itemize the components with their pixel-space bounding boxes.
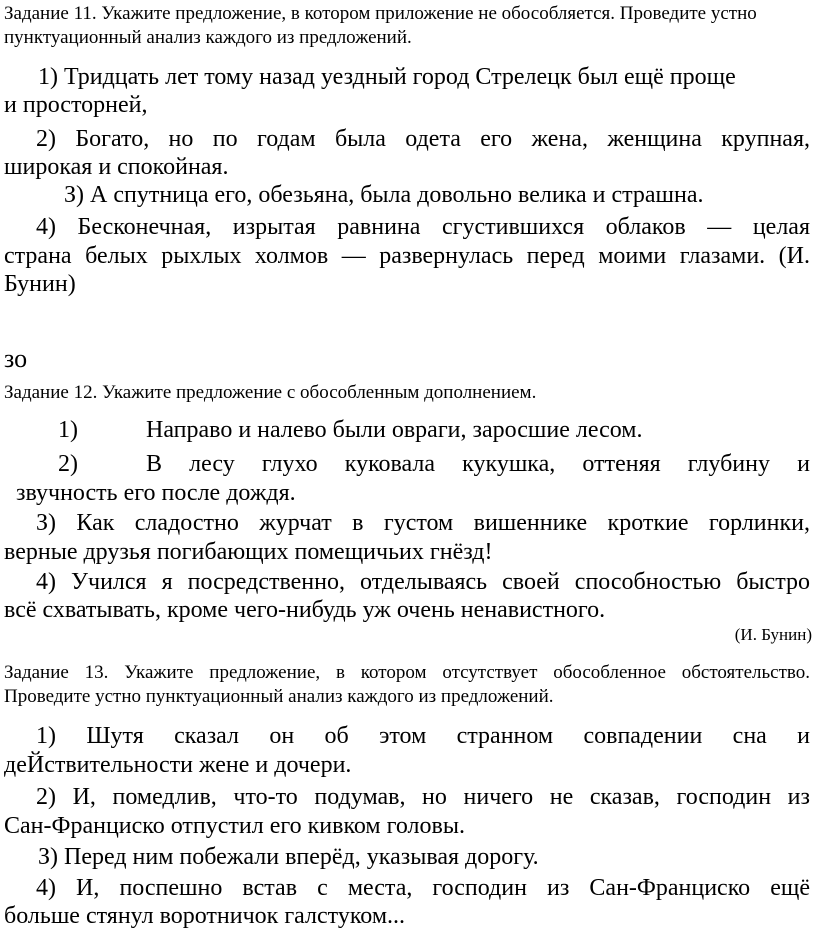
task11-sentence1-line2: и просторней, <box>4 92 148 118</box>
section-marker: зо <box>4 344 28 373</box>
task12-sentence2-line2: звучность его после дождя. <box>16 480 296 506</box>
task13-heading-line2: Проведите устно пунктуационный анализ каждого из предложений. <box>4 686 554 707</box>
task11-sentence2-line1: 2) Богато, но по годам была одета его жена, женщина крупная, <box>36 126 810 152</box>
task12-heading: Задание 12. Укажите предложение с обособленным дополнением. <box>4 382 537 403</box>
task13-sentence4-line1: 4) И, поспешно встав с места, господин из Сан-Франциско ещё <box>36 875 810 901</box>
task12-sentence1-number: 1) <box>58 417 78 443</box>
task13-sentence3: З) Перед ним побежали вперёд, указывая дорогу. <box>38 844 539 870</box>
task12-sentence2-line1: В лесу глухо куковала кукушка, оттеняя глубину и <box>146 451 810 477</box>
task11-sentence3: З) А спутница его, обезьяна, была довольно велика и страшна. <box>64 182 704 208</box>
task12-sentence4-line2: всё схватывать, кроме чего-нибудь уж очень ненавистного. <box>4 597 606 623</box>
task13-sentence2-line2: Сан-Франциско отпустил его кивком головы. <box>4 813 465 839</box>
task13-sentence1-line1: 1) Шутя сказал он об этом странном совпадении сна и <box>36 723 810 749</box>
task12-sentence2-number: 2) <box>58 451 78 477</box>
task13-heading-line1: Задание 13. Укажите предложение, в котором отсутствует обособленное обстоятельство. <box>4 662 810 683</box>
task12-sentence4-line1: 4) Учился я посредственно, отделываясь своей способностью быстро <box>36 569 810 595</box>
task13-sentence1-line2: деЙствительности жене и дочери. <box>4 752 352 778</box>
task12-source: (И. Бунин) <box>734 625 812 644</box>
task11-sentence1-line1: 1) Тридцать лет тому назад уездный город Стрелецк был ещё проще <box>38 64 736 90</box>
task11-heading-line1: Задание 11. Укажите предложение, в котором приложение не обособляется. Проведите устно <box>4 3 757 24</box>
task13-sentence4-line2: больше стянул воротничок галстуком... <box>4 903 406 929</box>
task11-sentence4-line2: страна белых рыхлых холмов — развернулась перед моими глазами. (И. <box>4 243 810 269</box>
task12-sentence3-line1: З) Как сладостно журчат в густом вишеннике кроткие горлинки, <box>36 510 810 536</box>
task11-sentence2-line2: широкая и спокойная. <box>4 154 229 180</box>
task12-sentence3-line2: верные друзья погибающих помещичьих гнёзд! <box>4 539 493 565</box>
task11-heading-line2: пунктуационный анализ каждого из предложений. <box>4 27 412 48</box>
task11-sentence4-line3: Бунин) <box>4 271 76 297</box>
task13-sentence2-line1: 2) И, помедлив, что-то подумав, но ничего не сказав, господин из <box>36 784 810 810</box>
task11-sentence4-line1: 4) Бесконечная, изрытая равнина сгустившихся облаков — целая <box>36 214 810 240</box>
task12-sentence1-text: Направо и налево были овраги, заросшие лесом. <box>146 417 643 443</box>
